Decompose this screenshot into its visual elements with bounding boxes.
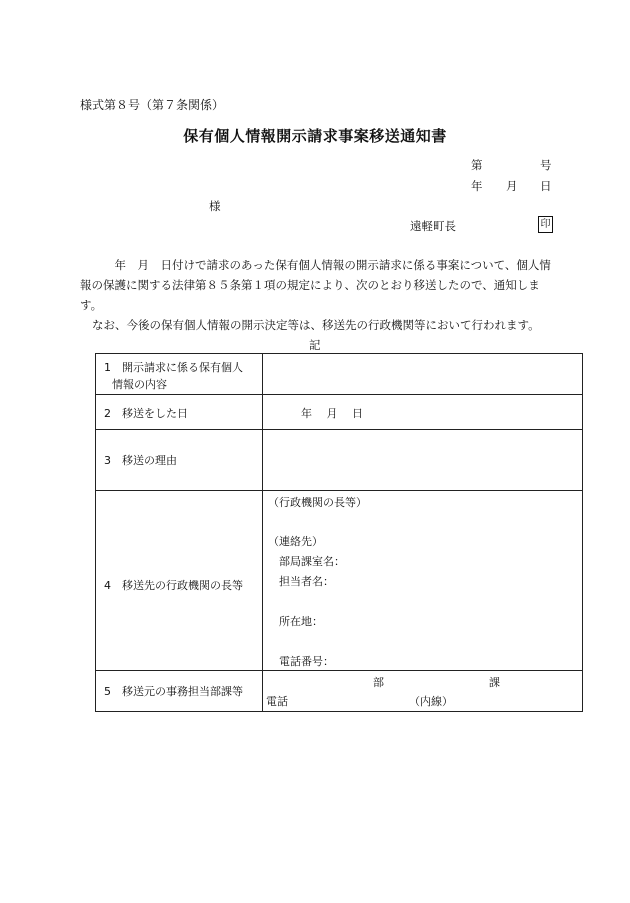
row4-phone: 電話番号： [279, 655, 334, 668]
row4-label-cell [96, 491, 263, 671]
row2-value-cell [263, 395, 583, 430]
date-year: 年 [471, 179, 483, 193]
notice-followup: なお、今後の保有個人情報の開示決定等は、移送先の行政機関等において行われます。 [92, 318, 540, 332]
row3-label: 3 移送の理由 [104, 454, 177, 467]
ki-heading: 記 [309, 338, 321, 352]
row5-label: 5 移送元の事務担当部課等 [104, 685, 243, 698]
row1-label: 1 開示請求に係る保有個人 [104, 361, 243, 374]
sender-name: 遠軽町長 [410, 219, 456, 233]
record-table [95, 353, 583, 712]
row5-label-cell [96, 671, 263, 712]
date-month: 月 [506, 179, 518, 193]
row2-label-cell [96, 395, 263, 430]
row3-label-cell [96, 430, 263, 491]
notice-paragraph [80, 255, 552, 315]
row5-value-cell [263, 671, 583, 712]
seal-mark: 印 [538, 216, 553, 233]
date-day: 日 [540, 179, 552, 193]
notice-text: 年 月 日付けで請求のあった保有個人情報の開示請求に係る事案について、個人情報の保護に関する法律第８５条第１項の規定により、次のとおり移送したので、通知します。 [80, 258, 551, 312]
table-row [96, 354, 583, 395]
document-title: 保有個人情報開示請求事案移送通知書 [183, 127, 447, 145]
doc-number-suffix: 号 [540, 158, 552, 172]
row4-value-cell [263, 491, 583, 671]
row1-value-cell [263, 354, 583, 395]
row4-label: 4 移送先の行政機関の長等 [104, 578, 243, 592]
row4-address: 所在地： [279, 615, 323, 628]
table-row [96, 491, 583, 671]
table-row [96, 671, 583, 712]
addressee-suffix: 様 [209, 199, 221, 213]
doc-number-prefix: 第 [471, 158, 483, 172]
row5-ext: （内線） [409, 695, 453, 708]
table-row [96, 395, 583, 430]
row1-label-cell [96, 354, 263, 395]
row2-label: 2 移送をした日 [104, 407, 188, 420]
row4-contact: （連絡先） [268, 535, 323, 548]
row4-person: 担当者名： [279, 575, 334, 588]
row5-phone: 電話 [266, 695, 288, 708]
row1-label-cont: 情報の内容 [112, 378, 167, 391]
form-number: 様式第８号（第７条関係） [80, 98, 225, 112]
row4-head: （行政機関の長等） [268, 496, 367, 509]
row2-date: 年 月 日 [301, 407, 363, 420]
row5-bu: 部 [373, 676, 384, 689]
row4-dept: 部局課室名： [279, 555, 345, 568]
row3-value-cell [263, 430, 583, 491]
table-row [96, 430, 583, 491]
row5-ka: 課 [489, 676, 500, 689]
